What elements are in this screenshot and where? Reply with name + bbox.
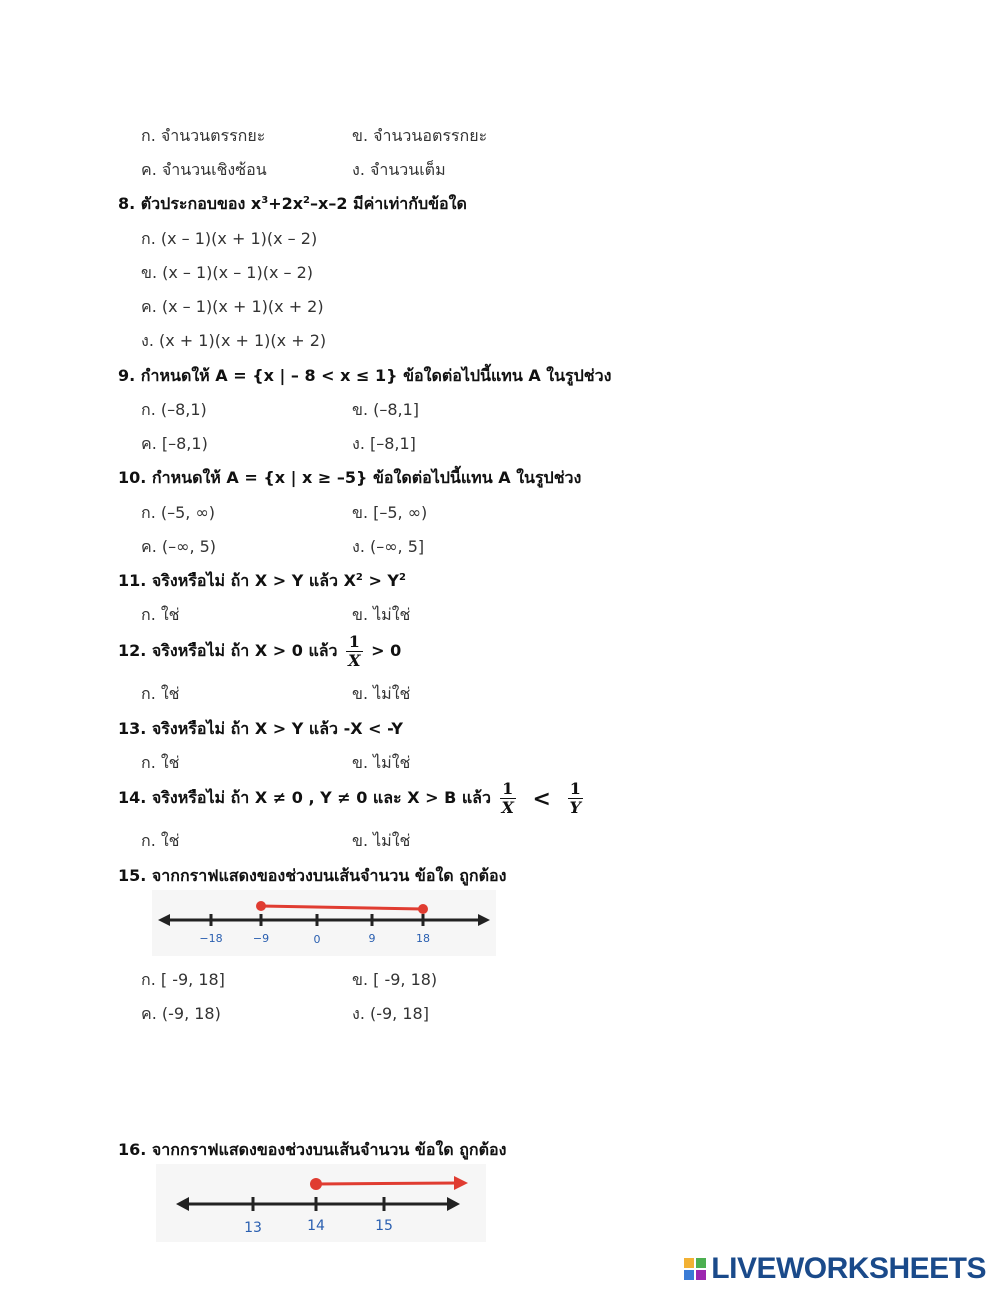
q8-option-c: ค. (x – 1)(x + 1)(x + 2) (141, 297, 324, 316)
q9-option-b: ข. (–8,1] (352, 400, 420, 419)
q15-option-b: ข. [ -9, 18) (352, 970, 438, 989)
logo-icon (684, 1258, 706, 1280)
q7-option-c: ค. จำนวนเชิงซ้อน (141, 160, 267, 179)
interval-ray (316, 1183, 458, 1184)
q9-option-d: ง. [–8,1] (352, 434, 416, 453)
tick-label: 13 (244, 1220, 262, 1236)
q15-option-d: ง. (-9, 18] (352, 1004, 429, 1023)
tick-label: 14 (307, 1218, 325, 1234)
fraction-1-over-y: $\frac{1}{Y}$ (569, 779, 581, 817)
question-9: 9. กำหนดให้ A = {x | – 8 < x ≤ 1} ข้อใดต่อไปนี้แทน A ในรูปช่วง (118, 366, 612, 385)
liveworksheets-logo (684, 1252, 986, 1286)
tick-label: 15 (375, 1218, 393, 1234)
q13-option-a: ก. ใช่ (141, 753, 180, 772)
tick-label: −18 (199, 932, 223, 945)
number-line-q15 (152, 890, 496, 956)
fraction-1-over-x: $\frac{1}{X}$ (348, 632, 361, 670)
q14-option-b: ข. ไม่ใช่ (352, 831, 411, 850)
q11-option-b: ข. ไม่ใช่ (352, 605, 411, 624)
tick-label: −9 (252, 932, 270, 945)
question-14: 14. จริงหรือไม่ ถ้า X ≠ 0 , Y ≠ 0 และ X > B แล้ว $\frac{1}{X}$ < $\frac{1}{Y}$ (118, 779, 581, 817)
question-15: 15. จากกราฟแสดงของช่วงบนเส้นจำนวน ข้อใด ถูกต้อง (118, 866, 507, 885)
q12-option-a: ก. ใช่ (141, 684, 180, 703)
q8-option-d: ง. (x + 1)(x + 1)(x + 2) (141, 331, 327, 350)
interval-start-dot (256, 901, 266, 911)
q9-option-c: ค. [–8,1) (141, 434, 208, 453)
q15-option-c: ค. (-9, 18) (141, 1004, 221, 1023)
q13-option-b: ข. ไม่ใช่ (352, 753, 411, 772)
q10-option-d: ง. (–∞, 5] (352, 537, 425, 556)
less-than-sign: < (532, 785, 551, 812)
brand-name: LIVEWORKSHEETS (711, 1252, 986, 1285)
q7-option-a: ก. จำนวนตรรกยะ (141, 126, 266, 145)
tick-label: 18 (416, 932, 430, 945)
q10-option-b: ข. [–5, ∞) (352, 503, 428, 522)
q7-option-b: ข. จำนวนอตรรกยะ (352, 126, 488, 145)
q14-option-a: ก. ใช่ (141, 831, 180, 850)
q10-option-c: ค. (–∞, 5) (141, 537, 217, 556)
q7-option-d: ง. จำนวนเต็ม (352, 160, 446, 179)
question-16: 16. จากกราฟแสดงของช่วงบนเส้นจำนวน ข้อใด ถูกต้อง (118, 1140, 507, 1159)
question-11: 11. จริงหรือไม่ ถ้า X > Y แล้ว $X^2 > Y^2$ (118, 571, 406, 590)
tick-label: 0 (313, 933, 321, 946)
question-12: 12. จริงหรือไม่ ถ้า X > 0 แล้ว $\frac{1}{X}$ > 0 (118, 632, 402, 670)
q12-option-b: ข. ไม่ใช่ (352, 684, 411, 703)
q8-option-a: ก. (x – 1)(x + 1)(x – 2) (141, 229, 318, 248)
q11-option-a: ก. ใช่ (141, 605, 180, 624)
question-13: 13. จริงหรือไม่ ถ้า X > Y แล้ว -X < -Y (118, 719, 403, 738)
graph-background (152, 890, 496, 956)
question-8: 8. ตัวประกอบของ $x^3+2x^2-x-2$ มีค่าเท่ากับข้อใด (118, 194, 467, 213)
q8-option-b: ข. (x – 1)(x – 1)(x – 2) (141, 263, 314, 282)
interval-start-dot (310, 1178, 322, 1190)
q9-option-a: ก. (–8,1) (141, 400, 207, 419)
tick-label: 9 (368, 932, 376, 945)
question-10: 10. กำหนดให้ A = {x | x ≥ –5} ข้อใดต่อไปนี้แทน A ในรูปช่วง (118, 468, 582, 487)
interval-end-dot (418, 904, 428, 914)
q10-option-a: ก. (–5, ∞) (141, 503, 216, 522)
q15-option-a: ก. [ -9, 18] (141, 970, 225, 989)
fraction-1-over-x: $\frac{1}{X}$ (501, 779, 514, 817)
number-line-q16 (156, 1164, 486, 1242)
